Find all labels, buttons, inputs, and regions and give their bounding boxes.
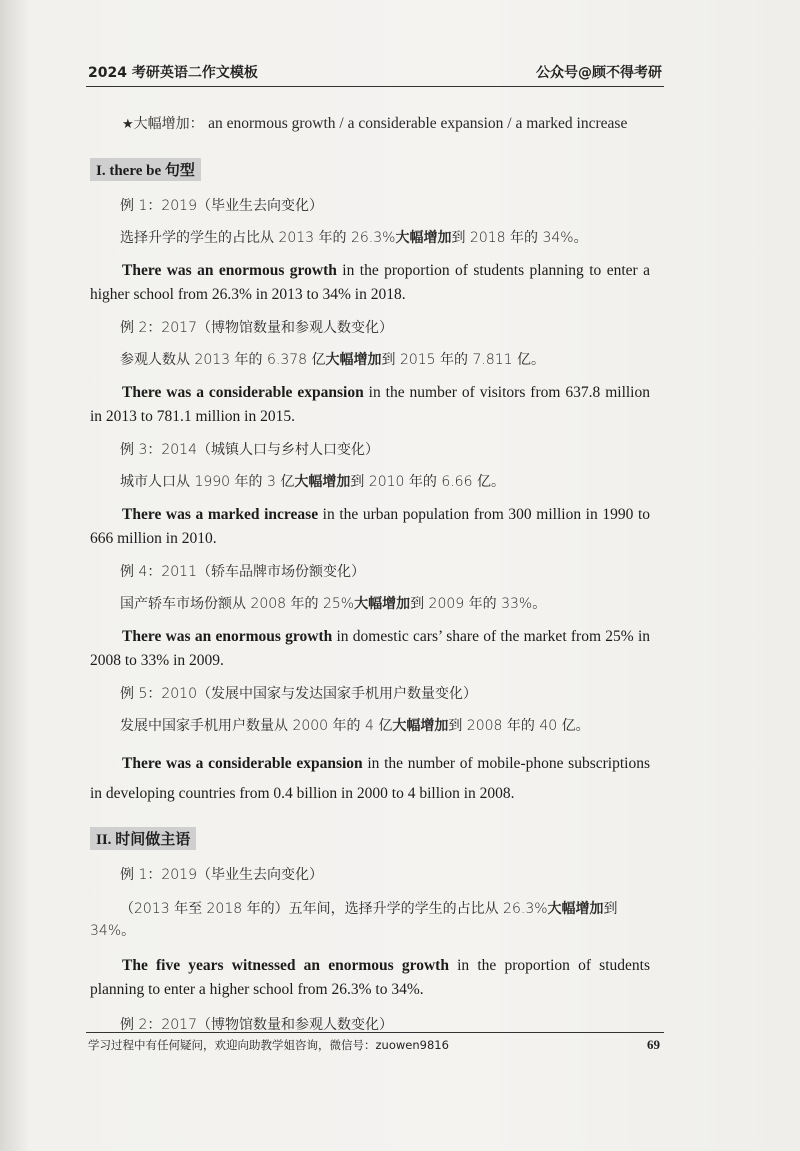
example-zh-sentence: （2013 年至 2018 年的）五年间，选择升学的学生的占比从 26.3%大幅增加到 34%。 xyxy=(90,901,618,939)
page-content xyxy=(90,112,650,1036)
section-2-title-zh: 时间做主语 xyxy=(115,830,191,848)
intro-phrases: an enormous growth / a considerable expansion / a marked increase xyxy=(208,115,628,132)
example-zh-sentence: 国产轿车市场份额从 2008 年的 25%大幅增加到 2009 年的 33%。 xyxy=(120,596,547,612)
section-2-heading xyxy=(90,827,650,850)
example-en-sentence: There was a marked increase in the urban population from 300 million in 1990 to 666 million in 2010. xyxy=(90,506,650,547)
page-footer xyxy=(88,1037,660,1053)
section-1-heading xyxy=(90,158,650,181)
example-zh-sentence: 发展中国家手机用户数量从 2000 年的 4 亿大幅增加到 2008 年的 40 亿。 xyxy=(120,718,590,734)
example-en-sentence: There was a considerable expansion in the number of mobile-phone subscriptions in developing countries from 0.4 billion in 2000 to 4 billion in 2008. xyxy=(90,755,650,802)
section-1-title-zh: 句型 xyxy=(164,161,195,179)
header-title: 2024 考研英语二作文模板 xyxy=(88,65,258,81)
example-zh-sentence: 选择升学的学生的占比从 2013 年的 26.3%大幅增加到 2018 年的 34%。 xyxy=(120,230,588,246)
highlight-phrase: 大幅增加 xyxy=(547,901,604,917)
intro-line xyxy=(90,112,650,136)
example-caption: 例 2：2017（博物馆数量和参观人数变化） xyxy=(120,320,393,336)
example-en-sentence: There was an enormous growth in the proportion of students planning to enter a higher school from 26.3% in 2013 to 34% in 2018. xyxy=(90,262,650,303)
example-caption: 例 1：2019（毕业生去向变化） xyxy=(120,867,323,883)
example-en-sentence: There was an enormous growth in domestic cars’ share of the market from 25% in 2008 to 33% in 2009. xyxy=(90,628,650,669)
footer-note: 学习过程中有任何疑问，欢迎向助教学姐咨询，微信号：zuowen9816 xyxy=(88,1038,449,1052)
highlight-phrase: 大幅增加 xyxy=(325,352,382,368)
star-icon: ★ xyxy=(122,117,134,132)
page-number: 69 xyxy=(647,1037,660,1052)
example-zh-sentence: 参观人数从 2013 年的 6.378 亿大幅增加到 2015 年的 7.811 亿。 xyxy=(120,352,546,368)
example-caption: 例 3：2014（城镇人口与乡村人口变化） xyxy=(120,442,379,458)
highlight-phrase: 大幅增加 xyxy=(392,718,449,734)
section-2-title-en: II. xyxy=(96,832,116,848)
intro-label: 大幅增加： xyxy=(133,116,204,132)
highlight-phrase: 大幅增加 xyxy=(395,230,452,246)
example-caption: 例 2：2017（博物馆数量和参观人数变化） xyxy=(120,1017,393,1033)
highlight-phrase: 大幅增加 xyxy=(294,474,351,490)
example-caption: 例 1：2019（毕业生去向变化） xyxy=(120,198,323,214)
example-en-sentence: The five years witnessed an enormous growth in the proportion of students planning to enter a higher school from 26.3% to 34%. xyxy=(90,957,650,998)
section-1-title-en: I. there be xyxy=(96,163,165,179)
example-caption: 例 4：2011（轿车品牌市场份额变化） xyxy=(120,564,365,580)
example-zh-sentence: 城市人口从 1990 年的 3 亿大幅增加到 2010 年的 6.66 亿。 xyxy=(120,474,505,490)
highlight-phrase: 大幅增加 xyxy=(354,596,411,612)
header-divider xyxy=(86,86,664,87)
header-account: 公众号@顾不得考研 xyxy=(536,65,662,81)
example-en-sentence: There was a considerable expansion in the number of visitors from 637.8 million in 2013 to 781.1 million in 2015. xyxy=(90,384,650,425)
footer-divider xyxy=(86,1032,664,1033)
page-header xyxy=(88,62,662,82)
example-caption: 例 5：2010（发展中国家与发达国家手机用户数量变化） xyxy=(120,686,477,702)
